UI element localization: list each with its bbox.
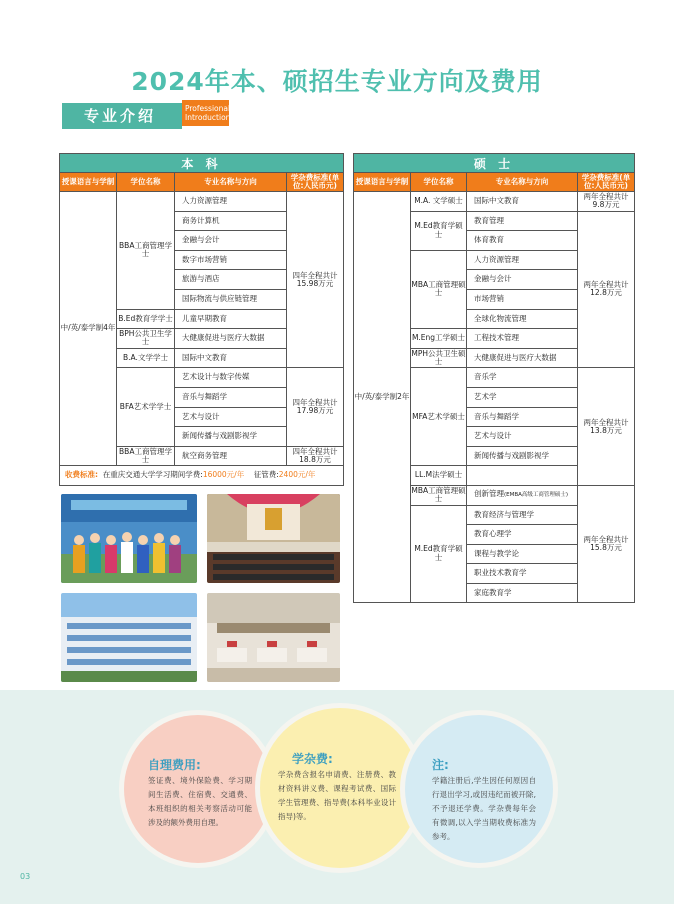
section-title: 专业介绍 bbox=[62, 103, 182, 129]
photo-building bbox=[61, 593, 197, 682]
major-cell: 音乐学 bbox=[467, 368, 578, 388]
major-cell: 旅游与酒店 bbox=[175, 270, 287, 290]
major-cell: 数字市场营销 bbox=[175, 250, 287, 270]
fee-master-3: 两年全程共计13.8万元 bbox=[578, 368, 635, 486]
degree-ma: M.A. 文学硕士 bbox=[411, 192, 467, 212]
circle-title-note: 注: bbox=[432, 758, 449, 772]
major-cell: 市场营销 bbox=[467, 289, 578, 309]
master-language: 中/英/泰学制2年 bbox=[354, 192, 411, 603]
degree-bfa: BFA艺术学学士 bbox=[117, 368, 175, 446]
major-cell: 国际物流与供应链管理 bbox=[175, 289, 287, 309]
circle-text-self: 签证费、境外保险费、学习期间生活费、住宿费、交通费、本班组织的相关考察活动可能涉及的额外费用自理。 bbox=[148, 776, 252, 827]
circle-title-fees: 学杂费: bbox=[292, 752, 333, 766]
major-cell: 家庭教育学 bbox=[467, 583, 578, 603]
section-title-en: Professional Introduction bbox=[182, 100, 229, 126]
major-cell: 职业技术教育学 bbox=[467, 564, 578, 584]
fee-master-1: 两年全程共计9.8万元 bbox=[578, 192, 635, 212]
fee-master-4: 两年全程共计15.8万元 bbox=[578, 485, 635, 603]
major-cell: 课程与教学论 bbox=[467, 544, 578, 564]
degree-mba: MBA工商管理硕士 bbox=[411, 250, 467, 328]
degree-med2: M.Ed教育学硕士 bbox=[411, 505, 467, 603]
major-cell: 全球化物流管理 bbox=[467, 309, 578, 329]
major-cell: 教育心理学 bbox=[467, 525, 578, 545]
degree-meng: M.Eng工学硕士 bbox=[411, 329, 467, 349]
col-degree: 学位名称 bbox=[117, 173, 175, 192]
master-header: 硕 士 bbox=[354, 154, 635, 173]
degree-bed: B.Ed教育学学士 bbox=[117, 309, 175, 329]
col-degree: 学位名称 bbox=[411, 173, 467, 192]
major-cell: 新闻传播与戏剧影视学 bbox=[467, 446, 578, 466]
fee-bachelor-1: 四年全程共计15.98万元 bbox=[287, 192, 344, 368]
major-cell: 艺术设计与数字传媒 bbox=[175, 368, 287, 388]
major-cell: 工程技术管理 bbox=[467, 329, 578, 349]
degree-bba2: BBA工商管理学士 bbox=[117, 446, 175, 466]
major-cell: 商务计算机 bbox=[175, 211, 287, 231]
major-cell: 音乐与舞蹈学 bbox=[175, 387, 287, 407]
page-number: 03 bbox=[20, 872, 31, 881]
degree-bph: BPH公共卫生学士 bbox=[117, 329, 175, 349]
bachelor-language: 中/英/泰学制4年 bbox=[60, 192, 117, 466]
major-cell: 航空商务管理 bbox=[175, 446, 287, 466]
col-language: 授课语言与学制 bbox=[354, 173, 411, 192]
col-fee: 学杂费标准(单位:人民币元) bbox=[287, 173, 344, 192]
bachelor-header: 本 科 bbox=[60, 154, 344, 173]
page-title: 2024年本、硕招生专业方向及费用 bbox=[131, 67, 543, 96]
major-cell: 大健康促进与医疗大数据 bbox=[175, 329, 287, 349]
major-cell: 大健康促进与医疗大数据 bbox=[467, 348, 578, 368]
col-language: 授课语言与学制 bbox=[60, 173, 117, 192]
major-cell: 人力资源管理 bbox=[467, 250, 578, 270]
degree-ba: B.A.文学学士 bbox=[117, 348, 175, 368]
circle-title-self: 自理费用: bbox=[148, 758, 201, 772]
major-cell: 国际中文教育 bbox=[175, 348, 287, 368]
degree-mph: MPH公共卫生硕士 bbox=[411, 348, 466, 367]
circle-text-fees: 学杂费含报名申请费、注册费、教材资料讲义费、课程考试费、国际学生管理费、指导费(本科毕业设计指导)等。 bbox=[278, 770, 396, 821]
major-cell: 教育管理 bbox=[467, 211, 578, 231]
major-cell: 创新管理(EMBA高级工商管理硕士) bbox=[467, 485, 578, 505]
major-cell: 国际中文教育 bbox=[467, 192, 578, 212]
major-cell: 金融与会计 bbox=[175, 231, 287, 251]
master-table bbox=[353, 153, 635, 603]
major-cell: 新闻传播与戏剧影视学 bbox=[175, 427, 287, 447]
major-cell: 体育教育 bbox=[467, 231, 578, 251]
major-cell: 艺术与设计 bbox=[175, 407, 287, 427]
col-major: 专业名称与方向 bbox=[175, 173, 287, 192]
degree-med: M.Ed教育学硕士 bbox=[411, 211, 467, 250]
degree-mba2: MBA工商管理硕士 bbox=[411, 485, 466, 504]
bachelor-table bbox=[59, 153, 344, 486]
degree-llm: LL.M法学硕士 bbox=[411, 466, 467, 486]
fee-bachelor-2: 四年全程共计17.98万元 bbox=[287, 368, 344, 446]
fee-note: 收费标准: 在重庆交通大学学习期间学费:16000元/年 征管费:2400元/年 bbox=[60, 466, 344, 486]
fee-bachelor-3: 四年全程共计18.8万元 bbox=[287, 446, 344, 466]
col-major: 专业名称与方向 bbox=[467, 173, 578, 192]
fee-master-2: 两年全程共计12.8万元 bbox=[578, 211, 635, 368]
degree-bba: BBA工商管理学士 bbox=[117, 192, 175, 310]
photo-students bbox=[61, 494, 197, 583]
photo-library bbox=[207, 593, 340, 682]
major-cell bbox=[467, 466, 578, 486]
major-cell: 儿童早期教育 bbox=[175, 309, 287, 329]
photo-ceremony bbox=[207, 494, 340, 583]
degree-mfa: MFA艺术学硕士 bbox=[411, 368, 467, 466]
major-cell: 艺术与设计 bbox=[467, 427, 578, 447]
major-cell: 人力资源管理 bbox=[175, 192, 287, 212]
major-cell: 教育经济与管理学 bbox=[467, 505, 578, 525]
major-cell: 金融与会计 bbox=[467, 270, 578, 290]
circle-text-note: 学籍注册后,学生因任何原因自行退出学习,或因违纪而被开除,不予退还学费。学杂费每年会有微调,以入学当期收费标准为参考。 bbox=[432, 776, 536, 841]
col-fee: 学杂费标准(单位:人民币元) bbox=[578, 173, 635, 192]
major-cell: 音乐与舞蹈学 bbox=[467, 407, 578, 427]
major-cell: 艺术学 bbox=[467, 387, 578, 407]
